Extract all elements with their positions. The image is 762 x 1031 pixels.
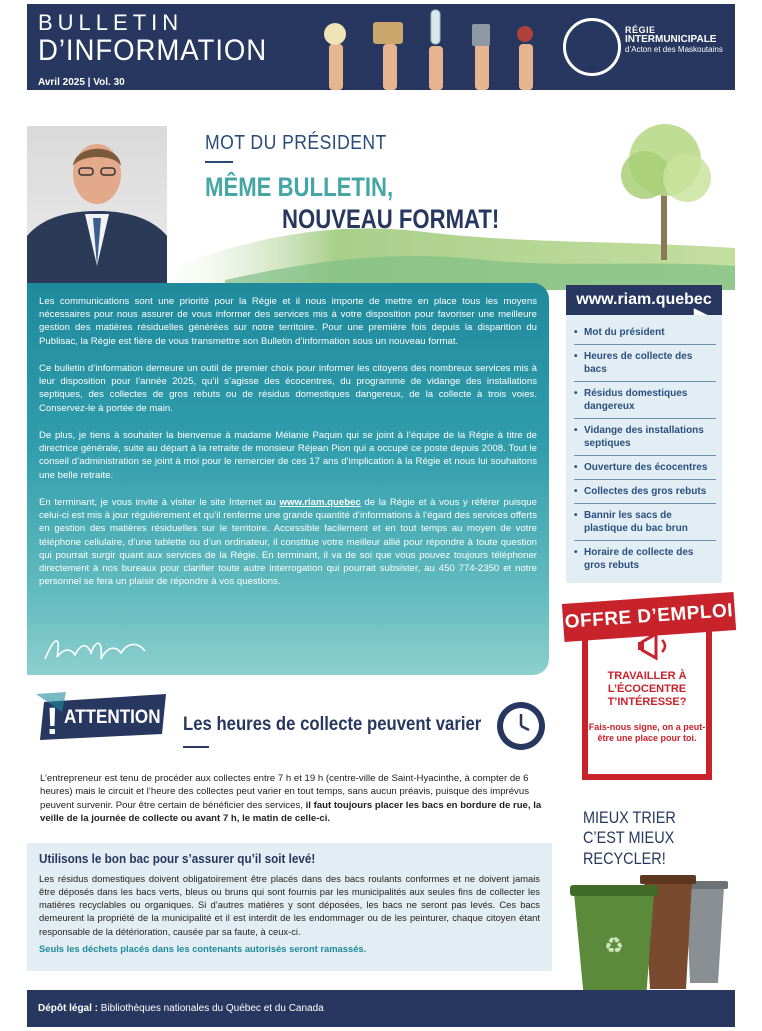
message-text: de la Régie et à vous y référer puisque celui-ci est mis à jour régulièrement et qu’il renferme une grande quantité d’informations à l’égard des services offerts en gestion des matières résiduelles sur le territoire. Accessible facilement et en tout temps au moyen de votre téléphone cellulaire, d’une tablette ou d’un ordinateur, il constitue votre meilleur allié pour répondre à toute question qui pourrait surgir quant aux services de la Régie. En terminant, il va de soi que vous pouvez toujours téléphoner directement à nos bureaux pour clarifier toute autre interrogation qui pourrait subsister, au 450 774-2350 et notre personnel se fera un plaisir de répondre à vos questions. [39,496,537,588]
table-of-contents [566,315,722,583]
issue-label: Avril 2025 | Vol. 30 [38,77,125,88]
recycling-bins-illustration [566,865,736,1005]
president-signature [41,629,161,665]
footer-text: Bibliothèques nationales du Québec et du Canada [98,1003,324,1014]
attention-divider [183,746,209,748]
message-paragraph: Les communications sont une priorité pour la Régie et il nous importe de mettre en place tous les moyens nécessaires pour nous assurer de vous informer des services mis à votre disposition pour favoriser une meilleure gestion des matières résiduelles générées sur notre territoire. Pour une première fois depuis la disparition du Publisac, la Régie est fière de vous transmettre son Bulletin d’information sous un nouveau format. [39,296,537,347]
toc-item[interactable]: • Horaire de collecte des gros rebuts [574,541,716,577]
section-kicker: MOT DU PRÉSIDENT [205,132,387,154]
megaphone-icon [636,628,676,664]
toc-item[interactable]: • Mot du président [574,321,716,345]
message-paragraph: De plus, je tiens à souhaiter la bienvenue à madame Mélanie Paquin qui se joint à l’équipe de la Régie à titre de directrice générale, suite au départ à la retraite de monsieur Réjean Pion qui a occupé ce poste depuis 2008. Tout le conseil d’administration se joint à moi pour le remercier de ces 17 ans d’implication à la Régie et nous lui souhaitons une belle retraite. [39,429,537,481]
toc-item[interactable]: • Bannir les sacs de plastique du bac brun [574,504,716,541]
footer-label: Dépôt légal : [38,1003,99,1014]
attention-tag-label: ATTENTION [64,707,161,728]
bac-info-title: Utilisons le bon bac pour s’assurer qu’il soit levé! [39,851,316,866]
bac-info-note: Seuls les déchets placés dans les contenants autorisés seront ramassés. [39,942,367,954]
hands-recycling-illustration [297,4,547,90]
job-offer-text: Fais-nous signe, on a peut-être une place pour toi. [588,722,706,744]
president-message-panel [27,283,549,675]
toc-item[interactable]: • Vidange des installations septiques [574,419,716,456]
riam-logo-icon [563,18,621,76]
bulletin-title-line2: D’INFORMATION [38,34,268,67]
logo-line3: d’Acton et des Maskoutains [625,44,723,54]
website-link[interactable]: www.riam.quebec [279,496,361,508]
headline-line1: MÊME BULLETIN, [205,172,394,202]
footer-bar [27,990,735,1027]
website-url-banner[interactable]: www.riam.quebec [566,285,722,315]
mieux-trier-slogan [583,808,735,869]
job-offer-banner: OFFRE D’EMPLOI [562,592,736,642]
bulletin-title-line1: BULLETIN [38,10,184,35]
kicker-divider [205,161,233,163]
bac-info-text: Les résidus domestiques doivent obligatoirement être placés dans des bacs roulants conformes et ne doivent jamais être déposés dans les bacs verts, bleus ou bruns qui sont fournis par les municipalités aux seules fins de collecter les matières recyclables ou organiques. Si d’autres matières y sont déposées, les bacs ne seront pas levés. Ces bacs demeurent la propriété de la municipalité et il est interdit de les endommager ou de les peinturer, chaque citoyen étant responsable de la détérioration, causée par sa faute, à ceux-ci. [39,873,540,937]
riam-logo-text [625,26,723,54]
attention-text-bold: il faut toujours placer les bacs en bordure de rue, la veille de la journée de collecte ou avant 7 h, le matin de celle-ci. [40,799,542,825]
job-offer-title: TRAVAILLER À L’ÉCOCENTRE T’INTÉRESSE? [607,670,687,709]
headline-line2: NOUVEAU FORMAT! [282,204,500,234]
header-banner [27,4,735,90]
clock-icon [495,700,547,752]
slogan-line2: C’EST MIEUX RECYCLER! [583,828,675,868]
attention-text [40,772,552,826]
toc-item[interactable]: • Collectes des gros rebuts [574,480,716,504]
attention-title: Les heures de collecte peuvent varier [183,714,482,735]
message-text: En terminant, je vous invite à visiter le site Internet au [39,496,280,508]
president-portrait [27,126,167,284]
logo-line2: INTERMUNICIPALE [625,34,717,46]
toc-item[interactable]: • Ouverture des écocentres [574,456,716,480]
toc-item[interactable]: • Résidus domestiques dangereux [574,382,716,419]
attention-text-normal: L’entrepreneur est tenu de procéder aux collectes entre 7 h et 19 h (centre-ville de Saint-Hyacinthe, à compter de 6 heures) mais le circuit et l’heure des collectes peut varier en tout temps, sans aucun préavis, puisque des imprévus peuvent survenir. Pour être certain de bénéficier des services, [40,773,529,811]
message-paragraph [39,496,537,589]
toc-item[interactable]: • Heures de collecte des bacs [574,345,716,382]
message-paragraph: Ce bulletin d’information demeure un outil de premier choix pour informer les citoyens des nombreux services mis à leur disposition pour l’année 2025, qu’il s’agisse des écocentres, du programme de vidange des installations septiques, des collectes de gros rebuts ou de résidus domestiques dangereux, de la collecte à trois voies. Conservez-le à portée de main. [39,362,537,414]
svg-text:♻: ♻ [604,934,624,959]
slogan-line1: MIEUX TRIER [583,808,676,827]
logo-line1: RÉGIE [625,25,656,35]
svg-text:!: ! [46,701,59,742]
bac-info-box [27,843,552,971]
